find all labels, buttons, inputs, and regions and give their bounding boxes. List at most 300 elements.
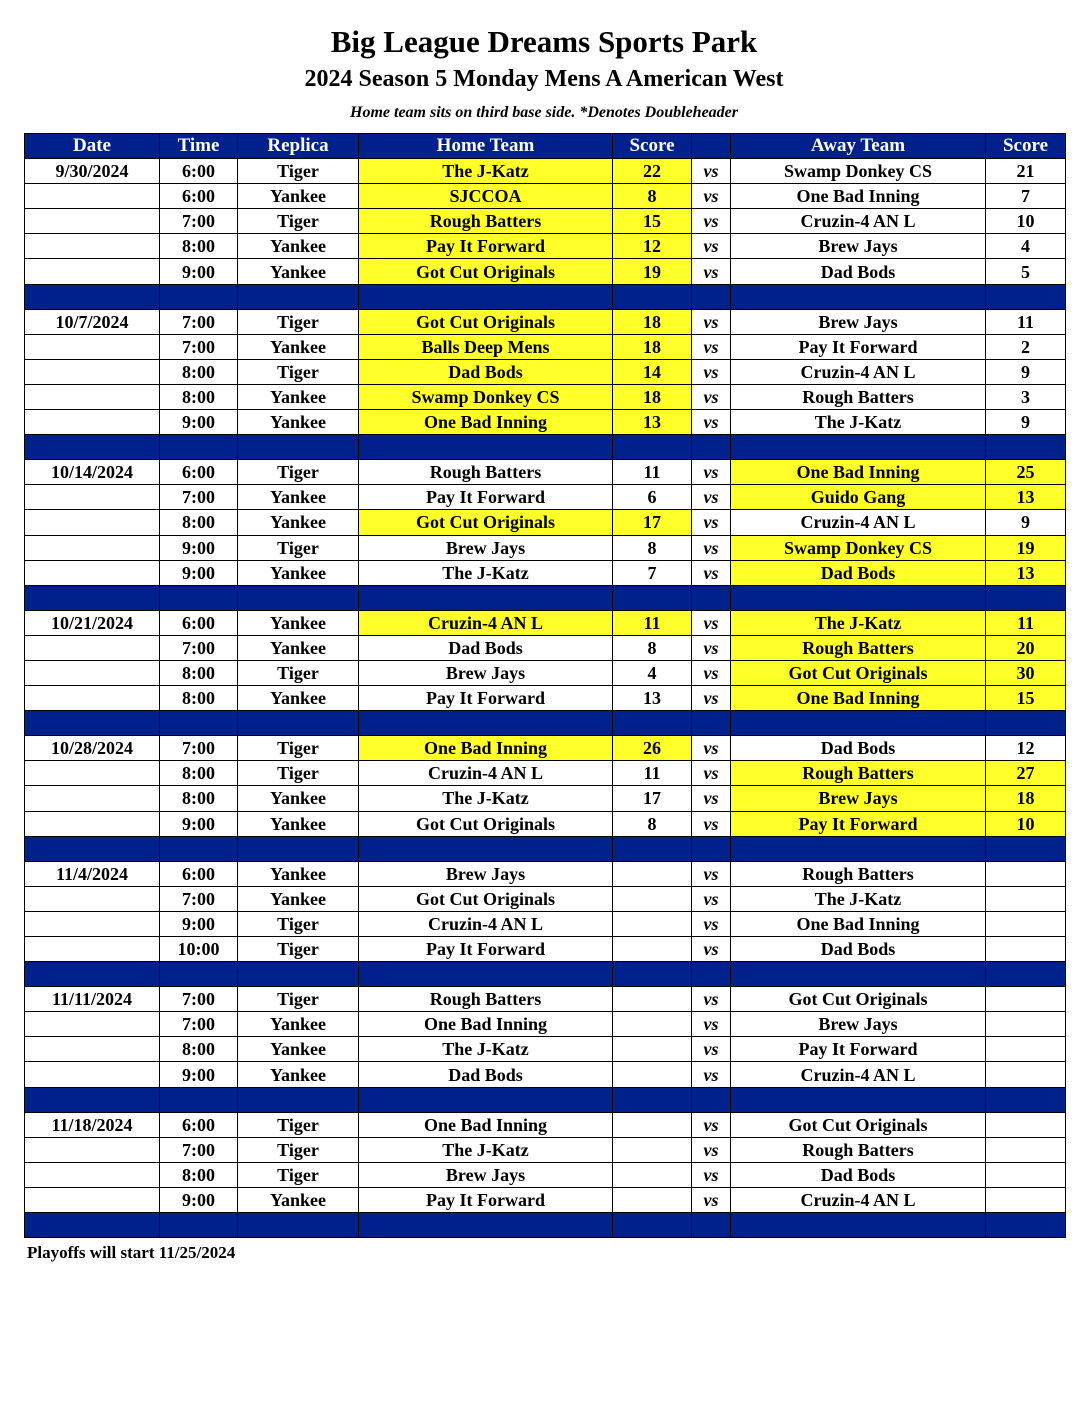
away-team-cell: Pay It Forward — [731, 811, 986, 836]
away-score-cell: 11 — [986, 610, 1066, 635]
home-team-cell: Brew Jays — [359, 1162, 613, 1187]
away-team-cell: Brew Jays — [731, 234, 986, 259]
time-cell: 6:00 — [160, 610, 238, 635]
away-team-cell: Pay It Forward — [731, 334, 986, 359]
time-cell: 8:00 — [160, 686, 238, 711]
date-cell — [25, 535, 160, 560]
separator-cell — [692, 585, 731, 610]
col-header-away-score: Score — [986, 134, 1066, 159]
col-header-time: Time — [160, 134, 238, 159]
separator-cell — [160, 284, 238, 309]
time-cell: 8:00 — [160, 1037, 238, 1062]
table-row — [25, 234, 1066, 259]
home-score-cell: 18 — [613, 384, 692, 409]
away-score-cell: 21 — [986, 159, 1066, 184]
separator-cell — [238, 836, 359, 861]
time-cell: 7:00 — [160, 209, 238, 234]
away-team-cell: One Bad Inning — [731, 911, 986, 936]
time-cell: 9:00 — [160, 410, 238, 435]
time-cell: 6:00 — [160, 460, 238, 485]
replica-cell: Yankee — [238, 861, 359, 886]
separator-cell — [25, 1213, 160, 1238]
table-row — [25, 1062, 1066, 1087]
separator-cell — [238, 435, 359, 460]
home-score-cell: 11 — [613, 460, 692, 485]
col-header-date: Date — [25, 134, 160, 159]
vs-cell: vs — [692, 911, 731, 936]
home-score-cell — [613, 1037, 692, 1062]
separator-cell — [986, 836, 1066, 861]
table-row — [25, 886, 1066, 911]
date-cell — [25, 937, 160, 962]
separator-cell — [731, 284, 986, 309]
home-score-cell: 12 — [613, 234, 692, 259]
replica-cell: Yankee — [238, 485, 359, 510]
separator-cell — [25, 284, 160, 309]
away-score-cell — [986, 937, 1066, 962]
replica-cell: Yankee — [238, 1037, 359, 1062]
home-score-cell: 22 — [613, 159, 692, 184]
away-score-cell: 13 — [986, 560, 1066, 585]
vs-cell: vs — [692, 510, 731, 535]
vs-cell: vs — [692, 1112, 731, 1137]
away-score-cell — [986, 1137, 1066, 1162]
home-score-cell — [613, 911, 692, 936]
home-score-cell: 17 — [613, 510, 692, 535]
page-title: Big League Dreams Sports Park — [330, 24, 758, 59]
away-score-cell: 11 — [986, 309, 1066, 334]
separator-cell — [731, 585, 986, 610]
home-team-cell: The J-Katz — [359, 159, 613, 184]
home-score-cell: 18 — [613, 309, 692, 334]
separator-cell — [359, 1087, 613, 1112]
vs-cell: vs — [692, 686, 731, 711]
home-score-cell: 8 — [613, 184, 692, 209]
separator-cell — [731, 962, 986, 987]
home-team-cell: Dad Bods — [359, 1062, 613, 1087]
home-team-cell: Brew Jays — [359, 861, 613, 886]
vs-cell: vs — [692, 410, 731, 435]
away-score-cell: 15 — [986, 686, 1066, 711]
separator-cell — [692, 836, 731, 861]
table-row — [25, 209, 1066, 234]
replica-cell: Tiger — [238, 209, 359, 234]
time-cell: 8:00 — [160, 384, 238, 409]
home-team-cell: One Bad Inning — [359, 1112, 613, 1137]
home-team-note: Home team sits on third base side. *Denotes Doubleheader — [350, 104, 738, 121]
replica-cell: Yankee — [238, 686, 359, 711]
vs-cell: vs — [692, 635, 731, 660]
date-cell: 11/11/2024 — [25, 987, 160, 1012]
vs-cell: vs — [692, 786, 731, 811]
replica-cell: Tiger — [238, 1162, 359, 1187]
table-row — [25, 761, 1066, 786]
separator-cell — [986, 962, 1066, 987]
vs-cell: vs — [692, 610, 731, 635]
away-score-cell: 5 — [986, 259, 1066, 284]
home-score-cell — [613, 1012, 692, 1037]
separator-cell — [692, 284, 731, 309]
table-row — [25, 635, 1066, 660]
home-team-cell: Rough Batters — [359, 460, 613, 485]
table-row — [25, 184, 1066, 209]
time-cell: 9:00 — [160, 535, 238, 560]
home-score-cell: 14 — [613, 359, 692, 384]
home-team-cell: One Bad Inning — [359, 736, 613, 761]
date-cell — [25, 334, 160, 359]
separator-cell — [238, 585, 359, 610]
vs-cell: vs — [692, 535, 731, 560]
replica-cell: Yankee — [238, 635, 359, 660]
separator-cell — [692, 711, 731, 736]
away-score-cell: 4 — [986, 234, 1066, 259]
away-team-cell: Rough Batters — [731, 861, 986, 886]
replica-cell: Yankee — [238, 786, 359, 811]
schedule-header-row — [25, 134, 1066, 159]
date-cell — [25, 1137, 160, 1162]
away-team-cell: Got Cut Originals — [731, 660, 986, 685]
vs-cell: vs — [692, 334, 731, 359]
away-score-cell: 10 — [986, 209, 1066, 234]
col-header-away-team: Away Team — [731, 134, 986, 159]
date-cell — [25, 635, 160, 660]
date-cell — [25, 184, 160, 209]
home-score-cell: 17 — [613, 786, 692, 811]
date-cell — [25, 485, 160, 510]
away-score-cell: 3 — [986, 384, 1066, 409]
time-cell: 9:00 — [160, 911, 238, 936]
week-separator-row — [25, 711, 1066, 736]
col-header-replica: Replica — [238, 134, 359, 159]
vs-cell: vs — [692, 1137, 731, 1162]
table-row — [25, 1037, 1066, 1062]
separator-cell — [359, 836, 613, 861]
home-team-cell: Cruzin-4 AN L — [359, 761, 613, 786]
vs-cell: vs — [692, 1062, 731, 1087]
home-team-cell: Swamp Donkey CS — [359, 384, 613, 409]
table-row — [25, 259, 1066, 284]
away-team-cell: Rough Batters — [731, 761, 986, 786]
replica-cell: Yankee — [238, 1187, 359, 1212]
time-cell: 7:00 — [160, 1012, 238, 1037]
away-score-cell: 10 — [986, 811, 1066, 836]
separator-cell — [731, 1087, 986, 1112]
playoffs-note: Playoffs will start 11/25/2024 — [27, 1243, 236, 1262]
home-score-cell — [613, 1112, 692, 1137]
table-row — [25, 384, 1066, 409]
separator-cell — [692, 1087, 731, 1112]
table-row — [25, 610, 1066, 635]
home-team-cell: SJCCOA — [359, 184, 613, 209]
time-cell: 7:00 — [160, 309, 238, 334]
home-team-cell: Brew Jays — [359, 660, 613, 685]
replica-cell: Tiger — [238, 937, 359, 962]
separator-cell — [692, 962, 731, 987]
vs-cell: vs — [692, 1012, 731, 1037]
away-score-cell: 25 — [986, 460, 1066, 485]
vs-cell: vs — [692, 259, 731, 284]
vs-cell: vs — [692, 761, 731, 786]
separator-cell — [160, 836, 238, 861]
replica-cell: Yankee — [238, 410, 359, 435]
separator-cell — [692, 435, 731, 460]
separator-cell — [359, 962, 613, 987]
separator-cell — [25, 962, 160, 987]
separator-cell — [986, 1087, 1066, 1112]
separator-cell — [25, 836, 160, 861]
home-team-cell: Cruzin-4 AN L — [359, 610, 613, 635]
time-cell: 8:00 — [160, 234, 238, 259]
replica-cell: Tiger — [238, 535, 359, 560]
home-team-cell: Pay It Forward — [359, 485, 613, 510]
home-team-cell: Rough Batters — [359, 987, 613, 1012]
away-score-cell — [986, 886, 1066, 911]
separator-cell — [986, 711, 1066, 736]
home-score-cell: 7 — [613, 560, 692, 585]
home-team-cell: Pay It Forward — [359, 234, 613, 259]
separator-cell — [359, 711, 613, 736]
separator-cell — [613, 284, 692, 309]
separator-cell — [160, 711, 238, 736]
date-cell — [25, 660, 160, 685]
separator-cell — [160, 585, 238, 610]
home-score-cell: 19 — [613, 259, 692, 284]
replica-cell: Tiger — [238, 987, 359, 1012]
home-score-cell — [613, 937, 692, 962]
away-score-cell: 12 — [986, 736, 1066, 761]
time-cell: 6:00 — [160, 861, 238, 886]
home-score-cell: 6 — [613, 485, 692, 510]
vs-cell: vs — [692, 309, 731, 334]
vs-cell: vs — [692, 560, 731, 585]
home-team-cell: One Bad Inning — [359, 410, 613, 435]
away-team-cell: One Bad Inning — [731, 460, 986, 485]
table-row — [25, 309, 1066, 334]
vs-cell: vs — [692, 937, 731, 962]
home-team-cell: Got Cut Originals — [359, 811, 613, 836]
replica-cell: Tiger — [238, 359, 359, 384]
date-cell — [25, 811, 160, 836]
table-row — [25, 987, 1066, 1012]
home-team-cell: Pay It Forward — [359, 937, 613, 962]
schedule-table — [24, 133, 1066, 1238]
away-team-cell: Got Cut Originals — [731, 1112, 986, 1137]
time-cell: 7:00 — [160, 635, 238, 660]
replica-cell: Yankee — [238, 811, 359, 836]
away-team-cell: Brew Jays — [731, 309, 986, 334]
away-team-cell: Guido Gang — [731, 485, 986, 510]
separator-cell — [238, 1213, 359, 1238]
table-row — [25, 1012, 1066, 1037]
home-score-cell — [613, 1162, 692, 1187]
separator-cell — [986, 435, 1066, 460]
away-team-cell: Cruzin-4 AN L — [731, 209, 986, 234]
table-row — [25, 911, 1066, 936]
home-team-cell: One Bad Inning — [359, 1012, 613, 1037]
separator-cell — [731, 711, 986, 736]
away-score-cell: 9 — [986, 510, 1066, 535]
week-separator-row — [25, 284, 1066, 309]
away-score-cell — [986, 1037, 1066, 1062]
replica-cell: Yankee — [238, 1012, 359, 1037]
separator-cell — [986, 1213, 1066, 1238]
time-cell: 9:00 — [160, 1187, 238, 1212]
away-score-cell: 18 — [986, 786, 1066, 811]
table-row — [25, 510, 1066, 535]
home-score-cell — [613, 886, 692, 911]
home-team-cell: Cruzin-4 AN L — [359, 911, 613, 936]
week-separator-row — [25, 1087, 1066, 1112]
home-score-cell — [613, 1187, 692, 1212]
away-score-cell — [986, 1012, 1066, 1037]
replica-cell: Tiger — [238, 761, 359, 786]
table-row — [25, 861, 1066, 886]
table-row — [25, 786, 1066, 811]
home-score-cell: 13 — [613, 686, 692, 711]
table-row — [25, 1187, 1066, 1212]
time-cell: 7:00 — [160, 1137, 238, 1162]
away-team-cell: Cruzin-4 AN L — [731, 1187, 986, 1212]
vs-cell: vs — [692, 736, 731, 761]
away-team-cell: Rough Batters — [731, 635, 986, 660]
home-team-cell: Got Cut Originals — [359, 259, 613, 284]
table-row — [25, 560, 1066, 585]
vs-cell: vs — [692, 209, 731, 234]
replica-cell: Tiger — [238, 159, 359, 184]
separator-cell — [613, 962, 692, 987]
separator-cell — [25, 711, 160, 736]
away-team-cell: Brew Jays — [731, 1012, 986, 1037]
time-cell: 6:00 — [160, 159, 238, 184]
separator-cell — [986, 585, 1066, 610]
away-team-cell: Dad Bods — [731, 259, 986, 284]
home-team-cell: Got Cut Originals — [359, 309, 613, 334]
replica-cell: Yankee — [238, 184, 359, 209]
table-row — [25, 159, 1066, 184]
date-cell — [25, 1012, 160, 1037]
time-cell: 8:00 — [160, 510, 238, 535]
separator-cell — [613, 711, 692, 736]
replica-cell: Yankee — [238, 886, 359, 911]
away-score-cell: 9 — [986, 410, 1066, 435]
away-score-cell — [986, 1187, 1066, 1212]
replica-cell: Tiger — [238, 309, 359, 334]
home-score-cell: 13 — [613, 410, 692, 435]
date-cell — [25, 384, 160, 409]
away-score-cell: 2 — [986, 334, 1066, 359]
date-cell: 10/21/2024 — [25, 610, 160, 635]
time-cell: 7:00 — [160, 886, 238, 911]
time-cell: 6:00 — [160, 184, 238, 209]
vs-cell: vs — [692, 184, 731, 209]
table-row — [25, 334, 1066, 359]
away-score-cell: 9 — [986, 359, 1066, 384]
date-cell — [25, 1062, 160, 1087]
home-team-cell: The J-Katz — [359, 560, 613, 585]
date-cell — [25, 359, 160, 384]
away-score-cell — [986, 911, 1066, 936]
vs-cell: vs — [692, 1187, 731, 1212]
week-separator-row — [25, 962, 1066, 987]
week-separator-row — [25, 585, 1066, 610]
week-separator-row — [25, 1213, 1066, 1238]
separator-cell — [613, 585, 692, 610]
separator-cell — [160, 962, 238, 987]
away-team-cell: Rough Batters — [731, 384, 986, 409]
time-cell: 9:00 — [160, 560, 238, 585]
time-cell: 8:00 — [160, 786, 238, 811]
date-cell — [25, 560, 160, 585]
page-subtitle: 2024 Season 5 Monday Mens A American West — [304, 66, 784, 92]
home-team-cell: Got Cut Originals — [359, 510, 613, 535]
separator-cell — [359, 435, 613, 460]
replica-cell: Yankee — [238, 334, 359, 359]
away-team-cell: Rough Batters — [731, 1137, 986, 1162]
table-row — [25, 359, 1066, 384]
replica-cell: Yankee — [238, 259, 359, 284]
separator-cell — [731, 435, 986, 460]
away-score-cell: 13 — [986, 485, 1066, 510]
replica-cell: Yankee — [238, 610, 359, 635]
schedule-body — [25, 159, 1066, 1238]
away-score-cell: 20 — [986, 635, 1066, 660]
table-row — [25, 1137, 1066, 1162]
vs-cell: vs — [692, 359, 731, 384]
date-cell — [25, 510, 160, 535]
away-team-cell: Cruzin-4 AN L — [731, 510, 986, 535]
away-team-cell: One Bad Inning — [731, 686, 986, 711]
date-cell — [25, 786, 160, 811]
time-cell: 8:00 — [160, 359, 238, 384]
col-header-home-score: Score — [613, 134, 692, 159]
vs-cell: vs — [692, 987, 731, 1012]
replica-cell: Yankee — [238, 1062, 359, 1087]
time-cell: 7:00 — [160, 987, 238, 1012]
away-team-cell: The J-Katz — [731, 886, 986, 911]
date-cell: 10/14/2024 — [25, 460, 160, 485]
vs-cell: vs — [692, 811, 731, 836]
time-cell: 9:00 — [160, 259, 238, 284]
separator-cell — [986, 284, 1066, 309]
away-team-cell: Cruzin-4 AN L — [731, 359, 986, 384]
home-team-cell: The J-Katz — [359, 1037, 613, 1062]
home-score-cell: 8 — [613, 535, 692, 560]
away-team-cell: The J-Katz — [731, 610, 986, 635]
table-row — [25, 686, 1066, 711]
home-team-cell: Dad Bods — [359, 635, 613, 660]
replica-cell: Tiger — [238, 1137, 359, 1162]
home-score-cell — [613, 1062, 692, 1087]
home-score-cell — [613, 861, 692, 886]
week-separator-row — [25, 435, 1066, 460]
replica-cell: Tiger — [238, 911, 359, 936]
replica-cell: Tiger — [238, 1112, 359, 1137]
table-row — [25, 736, 1066, 761]
table-row — [25, 660, 1066, 685]
home-team-cell: The J-Katz — [359, 786, 613, 811]
separator-cell — [613, 1213, 692, 1238]
away-team-cell: Swamp Donkey CS — [731, 535, 986, 560]
table-row — [25, 460, 1066, 485]
away-score-cell — [986, 987, 1066, 1012]
home-score-cell — [613, 1137, 692, 1162]
separator-cell — [25, 1087, 160, 1112]
vs-cell: vs — [692, 159, 731, 184]
vs-cell: vs — [692, 660, 731, 685]
away-score-cell: 19 — [986, 535, 1066, 560]
home-team-cell: Rough Batters — [359, 209, 613, 234]
vs-cell: vs — [692, 1162, 731, 1187]
